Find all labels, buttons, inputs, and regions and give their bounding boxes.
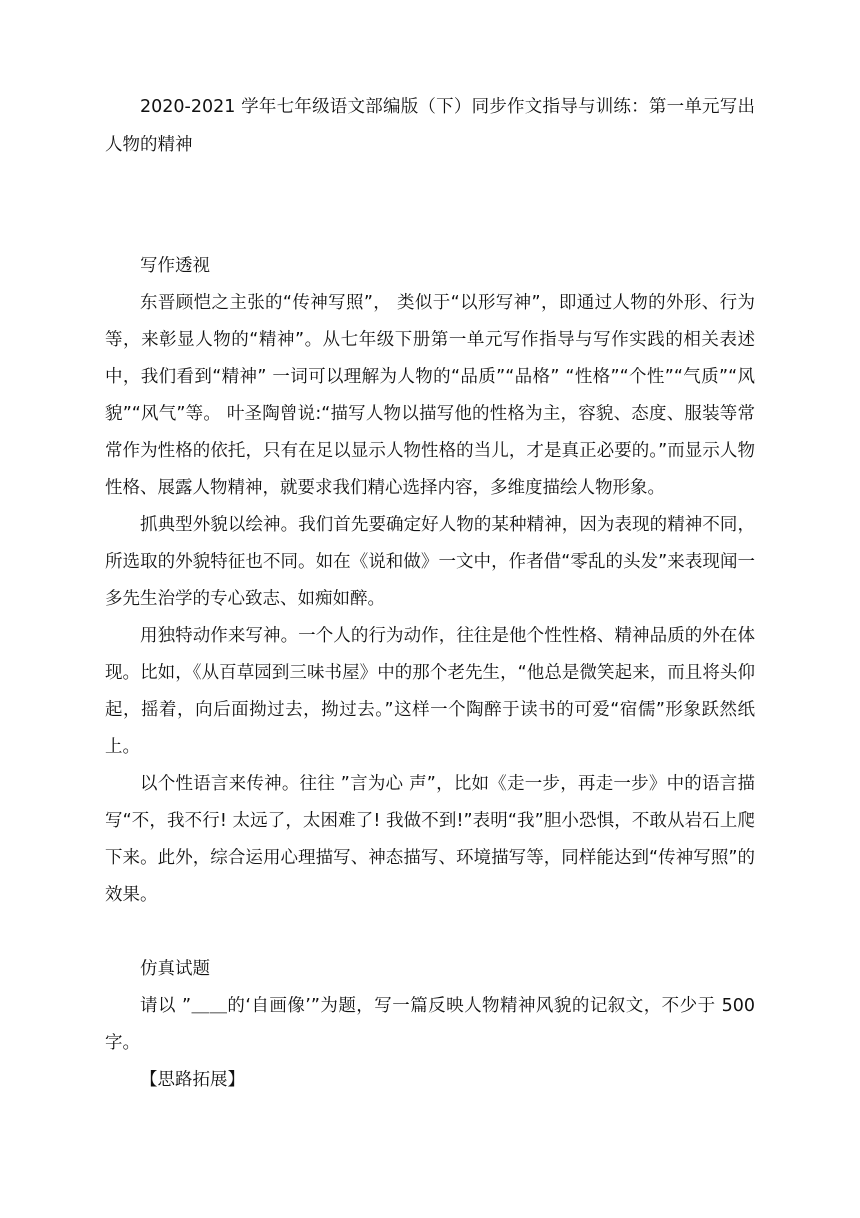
section-heading-writing-insight: 写作透视 xyxy=(140,256,210,276)
essay-prompt: 请以 ”＿＿的‘自画像’”为题，写一篇反映人物精神风貌的记叙文，不少于 500 字。 xyxy=(105,996,755,1053)
section-heading-practice: 仿真试题 xyxy=(140,959,210,979)
spacer xyxy=(105,164,755,248)
spacer xyxy=(105,914,755,951)
paragraph-action: 用独特动作来写神。一个人的行为动作，往往是他个性性格、精神品质的外在体现。比如，《从百草园到三味书屋》中的那个老先生，“他总是微笑起来，而且将头仰起，摇着，向后面拗过去，拗过去。”这样一个陶醉于读书的可爱“宿儒”形象跃然纸上。 xyxy=(105,626,755,757)
paragraph-appearance: 抓典型外貌以绘神。我们首先要确定好人物的某种精神，因为表现的精神不同，所选取的外貌特征也不同。如在《说和做》一文中，作者借“零乱的头发”来表现闻一多先生治学的专心致志、如痴如醉。 xyxy=(105,515,755,609)
section-subheading-ideas: 【思路拓展】 xyxy=(140,1070,245,1090)
paragraph-language: 以个性语言来传神。往往 ”言为心 声”，比如《走一步，再走一步》中的语言描写“不，我不行! 太远了，太困难了! 我做不到!”表明“我”胆小恐惧，不敢从岩石上爬下来。此外，综合运用心理描写、神态描写、环境描写等，同样能达到“传神写照”的效果。 xyxy=(105,774,755,905)
document-page xyxy=(105,88,755,1099)
paragraph-intro: 东晋顾恺之主张的“传神写照”， 类似于“以形写神”，即通过人物的外形、行为等，来彰显人物的“精神”。从七年级下册第一单元写作指导与写作实践的相关表述中，我们看到“精神” 一词可以理解为人物的“品质”“品格” “性格”“个性”“气质”“风貌”“风气”等。 叶圣陶曾说:“描写人物以描写他的性格为主，容貌、态度、服装等常常作为性格的依托，只有在足以显示人物性格的当儿，才是真正必要的。”而显示人物性格、展露人物精神，就要求我们精心选择内容，多维度描绘人物形象。 xyxy=(105,293,755,498)
document-title: 2020-2021 学年七年级语文部编版（下）同步作文指导与训练：第一单元写出人物的精神 xyxy=(105,97,755,155)
